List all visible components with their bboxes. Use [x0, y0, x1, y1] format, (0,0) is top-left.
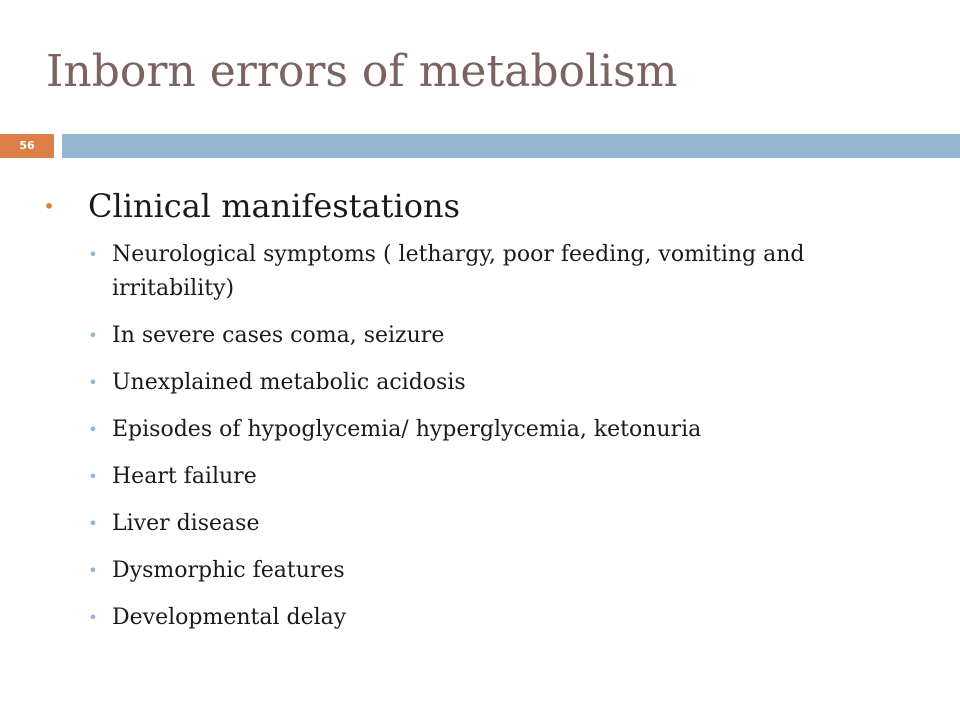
slide-content	[40, 178, 920, 648]
list-item	[84, 319, 920, 353]
list-item-text: Neurological symptoms ( lethargy, poor feeding, vomiting and irritability)	[112, 242, 805, 301]
list-item-text: Heart failure	[112, 464, 257, 489]
list-item-text: Developmental delay	[112, 605, 347, 630]
bullet-icon: •	[88, 373, 98, 392]
bullet-icon: •	[88, 608, 98, 627]
list-item	[84, 413, 920, 447]
bullet-icon: •	[88, 561, 98, 580]
header-bar	[62, 134, 960, 158]
slide-title: Inborn errors of metabolism	[46, 46, 678, 97]
list-item	[84, 507, 920, 541]
slide-number-badge: 56	[0, 134, 54, 158]
bullet-icon: •	[88, 420, 98, 439]
list-item-text: In severe cases coma, seizure	[112, 323, 445, 348]
list-item	[84, 601, 920, 635]
bullet-icon: •	[88, 467, 98, 486]
list-item	[84, 554, 920, 588]
list-item-text: Liver disease	[112, 511, 260, 536]
bullet-icon: •	[88, 326, 98, 345]
main-bullet	[40, 178, 920, 234]
list-item	[84, 460, 920, 494]
list-item	[84, 366, 920, 400]
list-item-text: Dysmorphic features	[112, 558, 345, 583]
sub-bullet-list	[40, 238, 920, 635]
list-item-text: Unexplained metabolic acidosis	[112, 370, 466, 395]
bullet-icon: •	[88, 514, 98, 533]
main-bullet-text: Clinical manifestations	[88, 187, 460, 225]
bullet-icon: •	[43, 194, 55, 218]
list-item	[84, 238, 920, 306]
bullet-icon: •	[88, 245, 98, 264]
list-item-text: Episodes of hypoglycemia/ hyperglycemia, ketonuria	[112, 417, 702, 442]
